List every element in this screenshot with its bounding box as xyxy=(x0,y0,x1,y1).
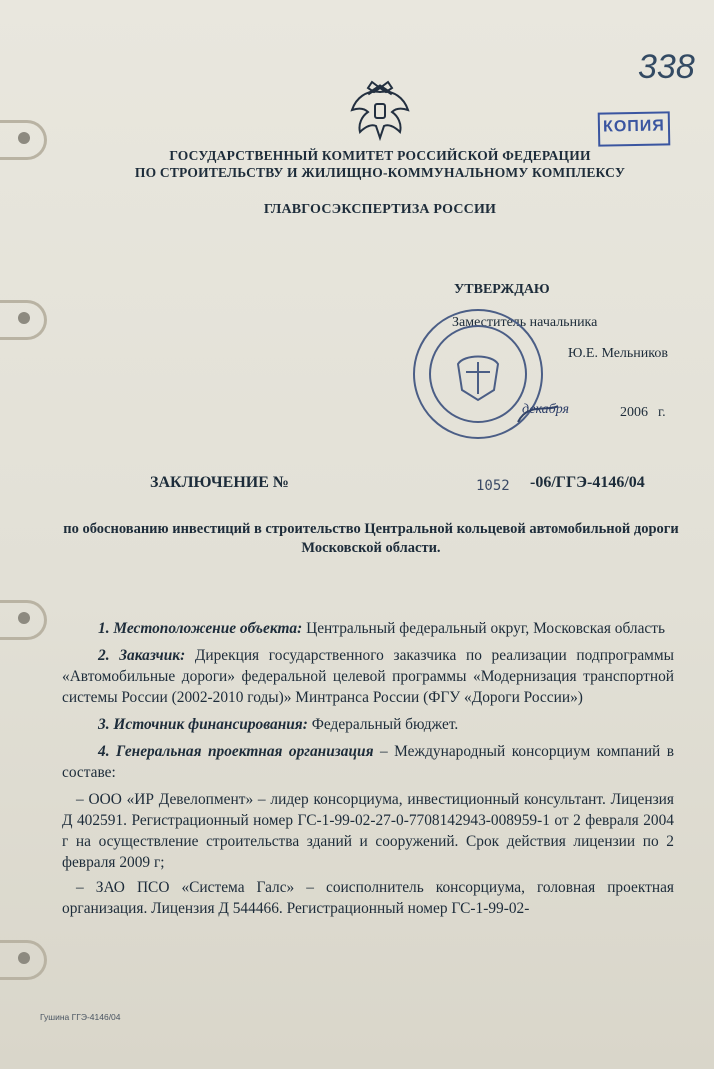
section-text: Центральный федеральный округ, Московская область xyxy=(302,620,665,637)
section-funding xyxy=(62,714,674,735)
section-text: Дирекция государственного заказчика по реализации подпрограммы «Автомобильные дороги» федеральной целевой программы «Модернизация транспортной системы России (2002-2010 годы)» Минтранса России (ФГУ «Дороги России») xyxy=(62,647,674,706)
punch-hole xyxy=(18,132,30,144)
section-general-designer xyxy=(62,741,674,783)
approval-year: 2006 xyxy=(620,405,648,420)
org-header-line1: ГОСУДАРСТВЕННЫЙ КОМИТЕТ РОССИЙСКОЙ ФЕДЕРАЦИИ xyxy=(169,148,591,163)
consortium-member: – ООО «ИР Девелопмент» – лидер консорциума, инвестиционный консультант. Лицензия Д 402591. Регистрационный номер ГС-1-99-02-27-0-7708142943-008959-1 от 2 февраля 2004 г на осуществление строительства зданий и сооружений. Срок действия лицензии по 2 февраля 2009 г; xyxy=(62,791,674,871)
punch-hole xyxy=(18,612,30,624)
conclusion-subtitle: по обоснованию инвестиций в строительство Центральной кольцевой автомобильной дороги Московской области. xyxy=(63,521,679,556)
conclusion-label: ЗАКЛЮЧЕНИЕ № xyxy=(150,474,289,491)
approval-date-handwritten: декабря xyxy=(522,402,570,417)
approver-name: Ю.Е. Мельников xyxy=(568,346,668,361)
section-customer xyxy=(62,645,674,708)
org-header-line2: ПО СТРОИТЕЛЬСТВУ И ЖИЛИЩНО-КОММУНАЛЬНОМУ КОМПЛЕКСУ xyxy=(134,165,626,180)
section-text: – Международный консорциум компаний в составе: xyxy=(62,743,675,781)
section-label: 4. Генеральная проектная организация xyxy=(98,743,374,760)
approver-position: Заместитель начальника xyxy=(452,315,598,330)
approval-year-suffix: г. xyxy=(658,405,666,420)
binder-edge xyxy=(0,0,46,1069)
document-body xyxy=(62,618,674,923)
handwritten-page-number: 338 xyxy=(638,48,695,86)
coat-of-arms-icon xyxy=(348,80,412,142)
copy-stamp: КОПИЯ xyxy=(598,111,671,146)
conclusion-number-suffix: -06/ГГЭ-4146/04 xyxy=(530,474,645,491)
punch-hole xyxy=(18,952,30,964)
punch-hole xyxy=(18,312,30,324)
section-label: 3. Источник финансирования: xyxy=(98,716,308,733)
section-location xyxy=(62,618,674,639)
conclusion-number-handwritten: 1052 xyxy=(476,478,510,494)
approve-heading: УТВЕРЖДАЮ xyxy=(454,282,550,297)
round-seal-icon xyxy=(408,302,568,452)
section-label: 1. Местоположение объекта: xyxy=(98,620,303,637)
section-label: 2. Заказчик: xyxy=(98,647,186,664)
footer-ref: Гушина ГГЭ-4146/04 xyxy=(40,1012,121,1022)
org-header-line3: ГЛАВГОСЭКСПЕРТИЗА РОССИИ xyxy=(263,202,497,217)
section-text: Федеральный бюджет. xyxy=(307,716,459,733)
consortium-member: – ЗАО ПСО «Система Галс» – соисполнитель консорциума, головная проектная организация. Лицензия Д 544466. Регистрационный номер ГС-1-99-02- xyxy=(62,879,674,917)
